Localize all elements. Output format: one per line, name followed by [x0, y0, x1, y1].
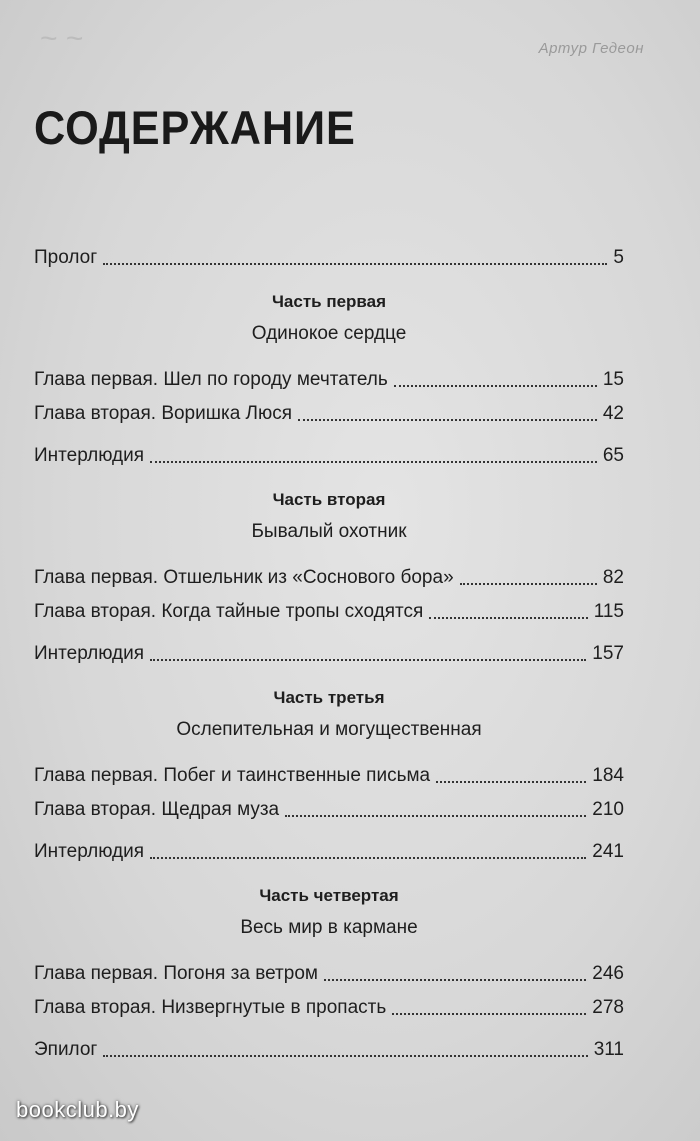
- part-subtitle: Весь мир в кармане: [240, 917, 418, 938]
- dot-leader: [298, 419, 597, 421]
- part-subtitle: Бывалый охотник: [251, 521, 407, 542]
- toc-entry-epilogue: [34, 1027, 624, 1061]
- dot-leader: [429, 617, 587, 619]
- dot-leader: [285, 815, 586, 817]
- toc-entry-label: Пролог: [34, 247, 98, 268]
- toc-entry-label: Интерлюдия: [34, 643, 145, 664]
- dot-leader: [103, 1055, 587, 1057]
- toc-entry: [34, 589, 624, 623]
- toc-entry-page: 184: [592, 765, 624, 786]
- running-head: Артур Гедеон: [538, 40, 644, 57]
- toc-entry: [34, 951, 624, 985]
- toc-entry-page: 15: [602, 369, 624, 390]
- toc-entry-label: Глава первая. Побег и таинственные письма: [34, 765, 431, 786]
- toc-entry-page: 157: [592, 643, 624, 664]
- toc-entry-page: 311: [593, 1039, 624, 1060]
- toc-entry-label: Глава первая. Отшельник из «Соснового бора»: [34, 567, 454, 588]
- toc-entry-label: Глава первая. Шел по городу мечтатель: [34, 369, 388, 390]
- toc-entry-label: Эпилог: [34, 1039, 98, 1060]
- dot-leader: [394, 385, 597, 387]
- toc-entry: [34, 391, 624, 425]
- toc-entry-interlude: [34, 631, 624, 665]
- dot-leader: [150, 857, 586, 859]
- toc-entry-label: Интерлюдия: [34, 841, 145, 862]
- part-subtitle: Одинокое сердце: [251, 323, 407, 344]
- toc-entry-page: 115: [593, 601, 624, 622]
- page-title: СОДЕРЖАНИЕ: [34, 101, 356, 154]
- dot-leader: [324, 979, 586, 981]
- toc-entry-page: 210: [592, 799, 624, 820]
- toc-entry-page: 82: [602, 567, 624, 588]
- toc-entry-interlude: [34, 829, 624, 863]
- part-title: Часть первая: [271, 292, 387, 311]
- toc-entry-prologue: [34, 235, 624, 269]
- part-title: Часть четвертая: [259, 886, 399, 905]
- toc-entry-page: 278: [592, 997, 624, 1018]
- dot-leader: [460, 583, 597, 585]
- toc-entry-page: 241: [592, 841, 624, 862]
- toc-entry-page: 5: [613, 247, 624, 268]
- toc-entry-label: Глава вторая. Щедрая муза: [34, 799, 280, 820]
- toc-entry-label: Интерлюдия: [34, 445, 145, 466]
- dot-leader: [392, 1013, 586, 1015]
- toc-entry-label: Глава вторая. Воришка Люся: [34, 403, 293, 424]
- toc-entry: [34, 753, 624, 787]
- watermark: bookclub.by: [16, 1097, 139, 1122]
- part-subtitle: Ослепительная и могущественная: [176, 719, 482, 740]
- toc-entry-page: 42: [602, 403, 624, 424]
- toc-entry: [34, 985, 624, 1019]
- toc-entry-label: Глава вторая. Когда тайные тропы сходятся: [34, 601, 424, 622]
- toc-entry: [34, 357, 624, 391]
- table-of-contents: [34, 235, 624, 1061]
- dot-leader: [436, 781, 586, 783]
- dot-leader: [150, 461, 597, 463]
- toc-entry: [34, 555, 624, 589]
- toc-entry-label: Глава первая. Погоня за ветром: [34, 963, 318, 984]
- toc-entry-page: 65: [602, 445, 624, 466]
- part-title: Часть вторая: [272, 490, 386, 509]
- toc-entry-interlude: [34, 433, 624, 467]
- toc-entry-page: 246: [592, 963, 624, 984]
- toc-entry: [34, 787, 624, 821]
- decorative-flourish-icon: ~ ~: [40, 22, 84, 55]
- toc-entry-label: Глава вторая. Низвергнутые в пропасть: [34, 997, 387, 1018]
- dot-leader: [103, 263, 607, 265]
- dot-leader: [150, 659, 586, 661]
- part-title: Часть третья: [273, 688, 385, 707]
